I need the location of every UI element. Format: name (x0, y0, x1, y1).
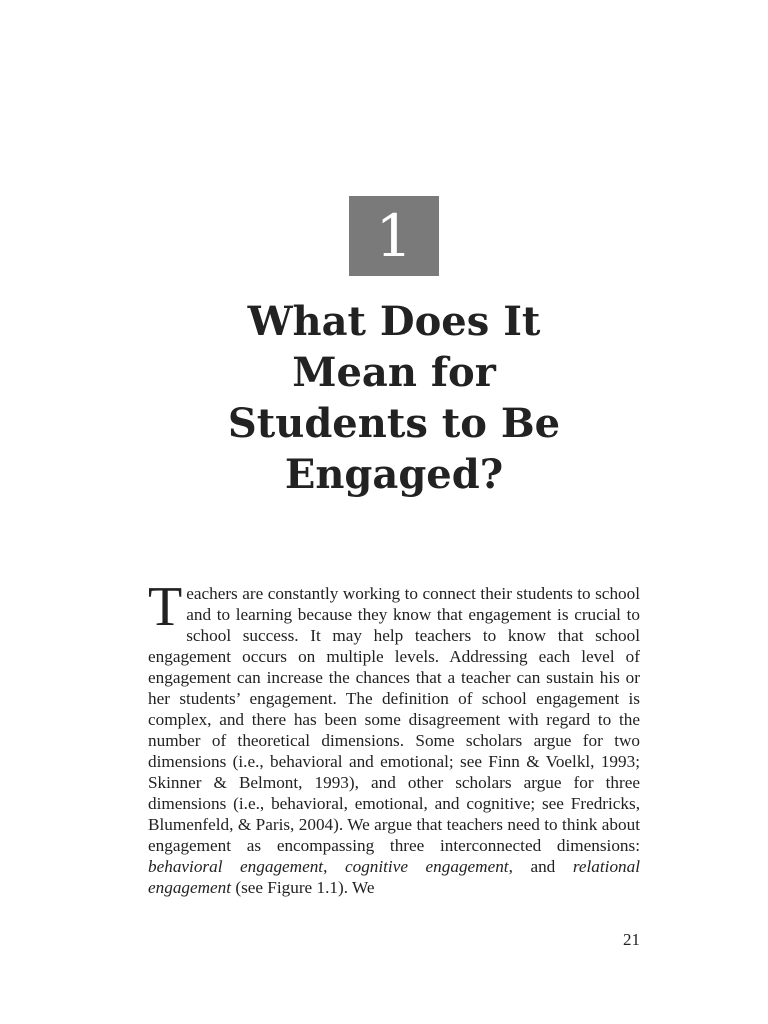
body-text-segment: (see Figure 1.1). We (231, 878, 375, 897)
chapter-title-line: Students to Be (227, 400, 561, 447)
chapter-title-line: Mean for (292, 349, 496, 396)
chapter-number: 1 (375, 202, 413, 270)
body-text-segment: eachers are constantly working to connect their students to school and to learning because they know that engagement is crucial to school success. It may help teachers to know that school engagement occurs on multiple levels. Addressing each level of engagement can increase the chances that a teacher can sustain his or her students’ engagement. The definition of school engagement is complex, and there has been some disagreement with regard to the number of theoretical dimensions. Some scholars argue for two dimensions (i.e., behavioral and emotional; see Finn & Voelkl, 1993; Skinner & Belmont, 1993), and other scholars argue for three dimensions (i.e., behavioral, emotional, and cognitive; see Fredricks, Blumenfeld, & Paris, 2004). We argue that teachers need to think about engagement as encompassing three interconnected dimensions: (148, 584, 640, 855)
emphasis-cognitive-engagement: cognitive engagement (344, 857, 509, 876)
chapter-title (120, 296, 668, 500)
body-text-segment: , and (508, 857, 573, 876)
drop-cap: T (148, 576, 183, 638)
emphasis-relational-engagement: relational engagement (148, 857, 640, 897)
chapter-number-badge (349, 196, 439, 276)
body-paragraph (148, 576, 640, 898)
chapter-title-line: Engaged? (284, 451, 504, 498)
body-text-segment: , (323, 857, 345, 876)
chapter-title-line: What Does It (247, 298, 541, 345)
page-number: 21 (623, 930, 640, 949)
emphasis-behavioral-engagement: behavioral engagement (148, 857, 324, 876)
